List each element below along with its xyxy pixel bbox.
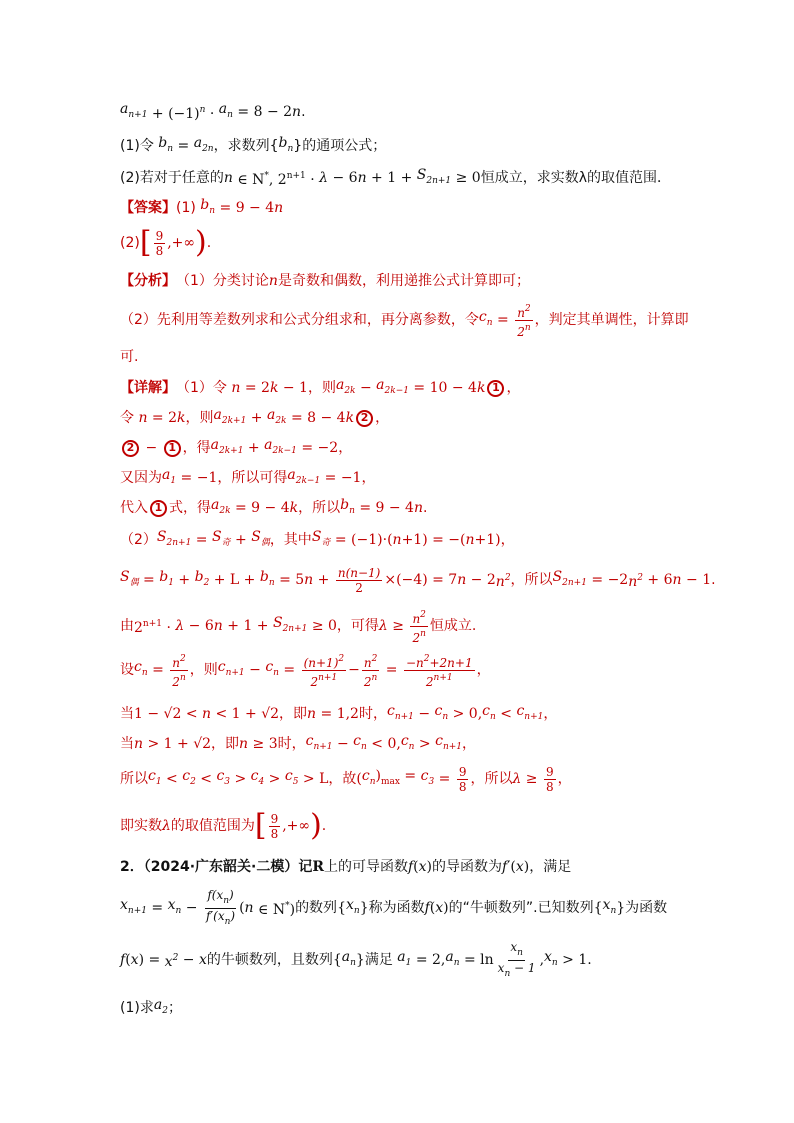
- detail-line-6: （2） $S_{2n+1}$ = $S_奇$ + $S_偶$ ，其中 $S_奇$ = (−1)·( n +1) = −( n +1) ，: [120, 529, 515, 548]
- detail-line-9: 设 $c_n$ = $\frac{n^2}{2^n}$ ，则 $c_{n+1}$ − $c_n$ = $\frac{(n+1)^2}{2^{n+1}}$ − $\frac{n^2}{2^n}$ = $\frac{-n^2+2n+1}{2^{n+1}}$ ，: [120, 653, 491, 689]
- detail-line-8: 由 $2^{n+1}$ · λ − 6 n + 1 + $S_{2n+1}$ ≥ 0 ，可得 λ ≥ $\frac{n^2}{2^n}$ 恒成立.: [120, 609, 477, 645]
- question2-line-1: 2．（2024·广东韶关·二模）记 R 上的可导函数 f ( x ) 的导函数为 f ′( x ) ，满足: [120, 859, 572, 875]
- detail-line-13: 即实数 λ 的取值范围为 [ $\frac{9}{8}$ ,+∞ ) .: [120, 808, 327, 843]
- detail-line-5: 代入 1 式，得 $a_{2k}$ = 9 − 4 k ，所以 $b_n$ = 9 − 4 n .: [120, 497, 428, 516]
- circled-two-icon: 2: [356, 410, 373, 427]
- question2-line-2: $x_{n+1}$ = $x_n$ − $\frac{f(x_n)}{f'(x_n)}$ ( n ∈ N*) 的数列 { $x_n$ } 称为函数 f ( x ) 的“牛顿数列”.已知数列 { $x_n$ } 为函数: [120, 887, 668, 927]
- question2-line-3: f ( x ) = $x^2$ − x 的牛顿数列，且数列 { $a_n$ } 满足 $a_1$ = 2, $a_n$ = ln $\frac{x_n}{x_n - 1}$ , $x_n$ > 1.: [120, 939, 592, 979]
- detail-line-2: 令 n = 2 k ，则 $a_{2k+1}$ + $a_{2k}$ = 8 − 4 k 2 ，: [120, 407, 390, 426]
- circled-two-icon: 2: [122, 440, 139, 457]
- question2-part-1: (1)求 $a_2$ ；: [120, 997, 182, 1016]
- circled-one-icon: 1: [487, 380, 504, 397]
- answer-line-1: 【答案】 (1) $b_n$ = 9 − 4 n: [120, 197, 284, 216]
- circled-one-icon: 1: [150, 500, 167, 517]
- detail-line-1: 【详解】 （1）令 n = 2 k − 1 ，则 $a_{2k}$ − $a_{2k-1}$ = 10 − 4 k 1 ，: [120, 377, 521, 396]
- question-part-1: (1)令 $b_n$ = $a_{2n}$ ，求数列{ $b_n$ }的通项公式；: [120, 135, 387, 154]
- detail-line-7: $S_偶$ = $b_1$ + $b_2$ + L + $b_n$ = 5 n + $\frac{n(n-1)}{2}$ ×(−4) = 7 n − 2 $n^2$ ，所以 $S_{2n+1}$ = −2 $n^2$ + 6 n − 1 .: [120, 565, 716, 595]
- detail-line-12: 所以 $c_1$ < $c_2$ < $c_3$ > $c_4$ > $c_5$ > L ，故 ( $c_n$ )$_{max}$ = $c_3$ = $\frac{9}{8}$ ，所以 λ ≥ $\frac{9}{8}$ ，: [120, 764, 572, 794]
- question-part-2: (2)若对于任意的 n ∈ N*, $2^{n+1}$ · λ − 6 n + 1 + $S_{2n+1}$ ≥ 0 恒成立，求实数λ的取值范围．: [120, 167, 671, 188]
- analysis-line-2: （2）先利用等差数列求和公式分组求和，再分离参数，令 $c_n$ = $\frac{n^2}{2^n}$ ，判定其单调性，计算即: [120, 303, 689, 339]
- analysis-line-3: 可.: [120, 349, 139, 365]
- detail-line-10: 当 1 − √2 < n < 1 + √2 ，即 n = 1,2 时， $c_{n+1}$ − $c_n$ > 0, $c_n$ < $c_{n+1}$ ，: [120, 703, 558, 722]
- recurrence-line: $a_{n+1}$ + $(-1)^n$ · $a_n$ = 8 − 2 n .: [120, 101, 306, 122]
- detail-line-4: 又因为 $a_1$ = −1 ，所以可得 $a_{2k-1}$ = −1 ，: [120, 467, 376, 486]
- detail-line-3: 2 − 1 ，得 $a_{2k+1}$ + $a_{2k-1}$ = −2 ，: [120, 436, 720, 460]
- analysis-line-1: 【分析】 （1）分类讨论 n 是奇数和偶数，利用递推公式计算即可；: [120, 273, 530, 289]
- detail-line-11: 当 n > 1 + √2 ，即 n ≥ 3 时， $c_{n+1}$ − $c_n$ < 0, $c_n$ > $c_{n+1}$ ，: [120, 733, 477, 752]
- circled-one-icon: 1: [164, 440, 181, 457]
- answer-line-2: (2) [ $\frac{9}{8}$ ,+∞ ) .: [120, 225, 212, 260]
